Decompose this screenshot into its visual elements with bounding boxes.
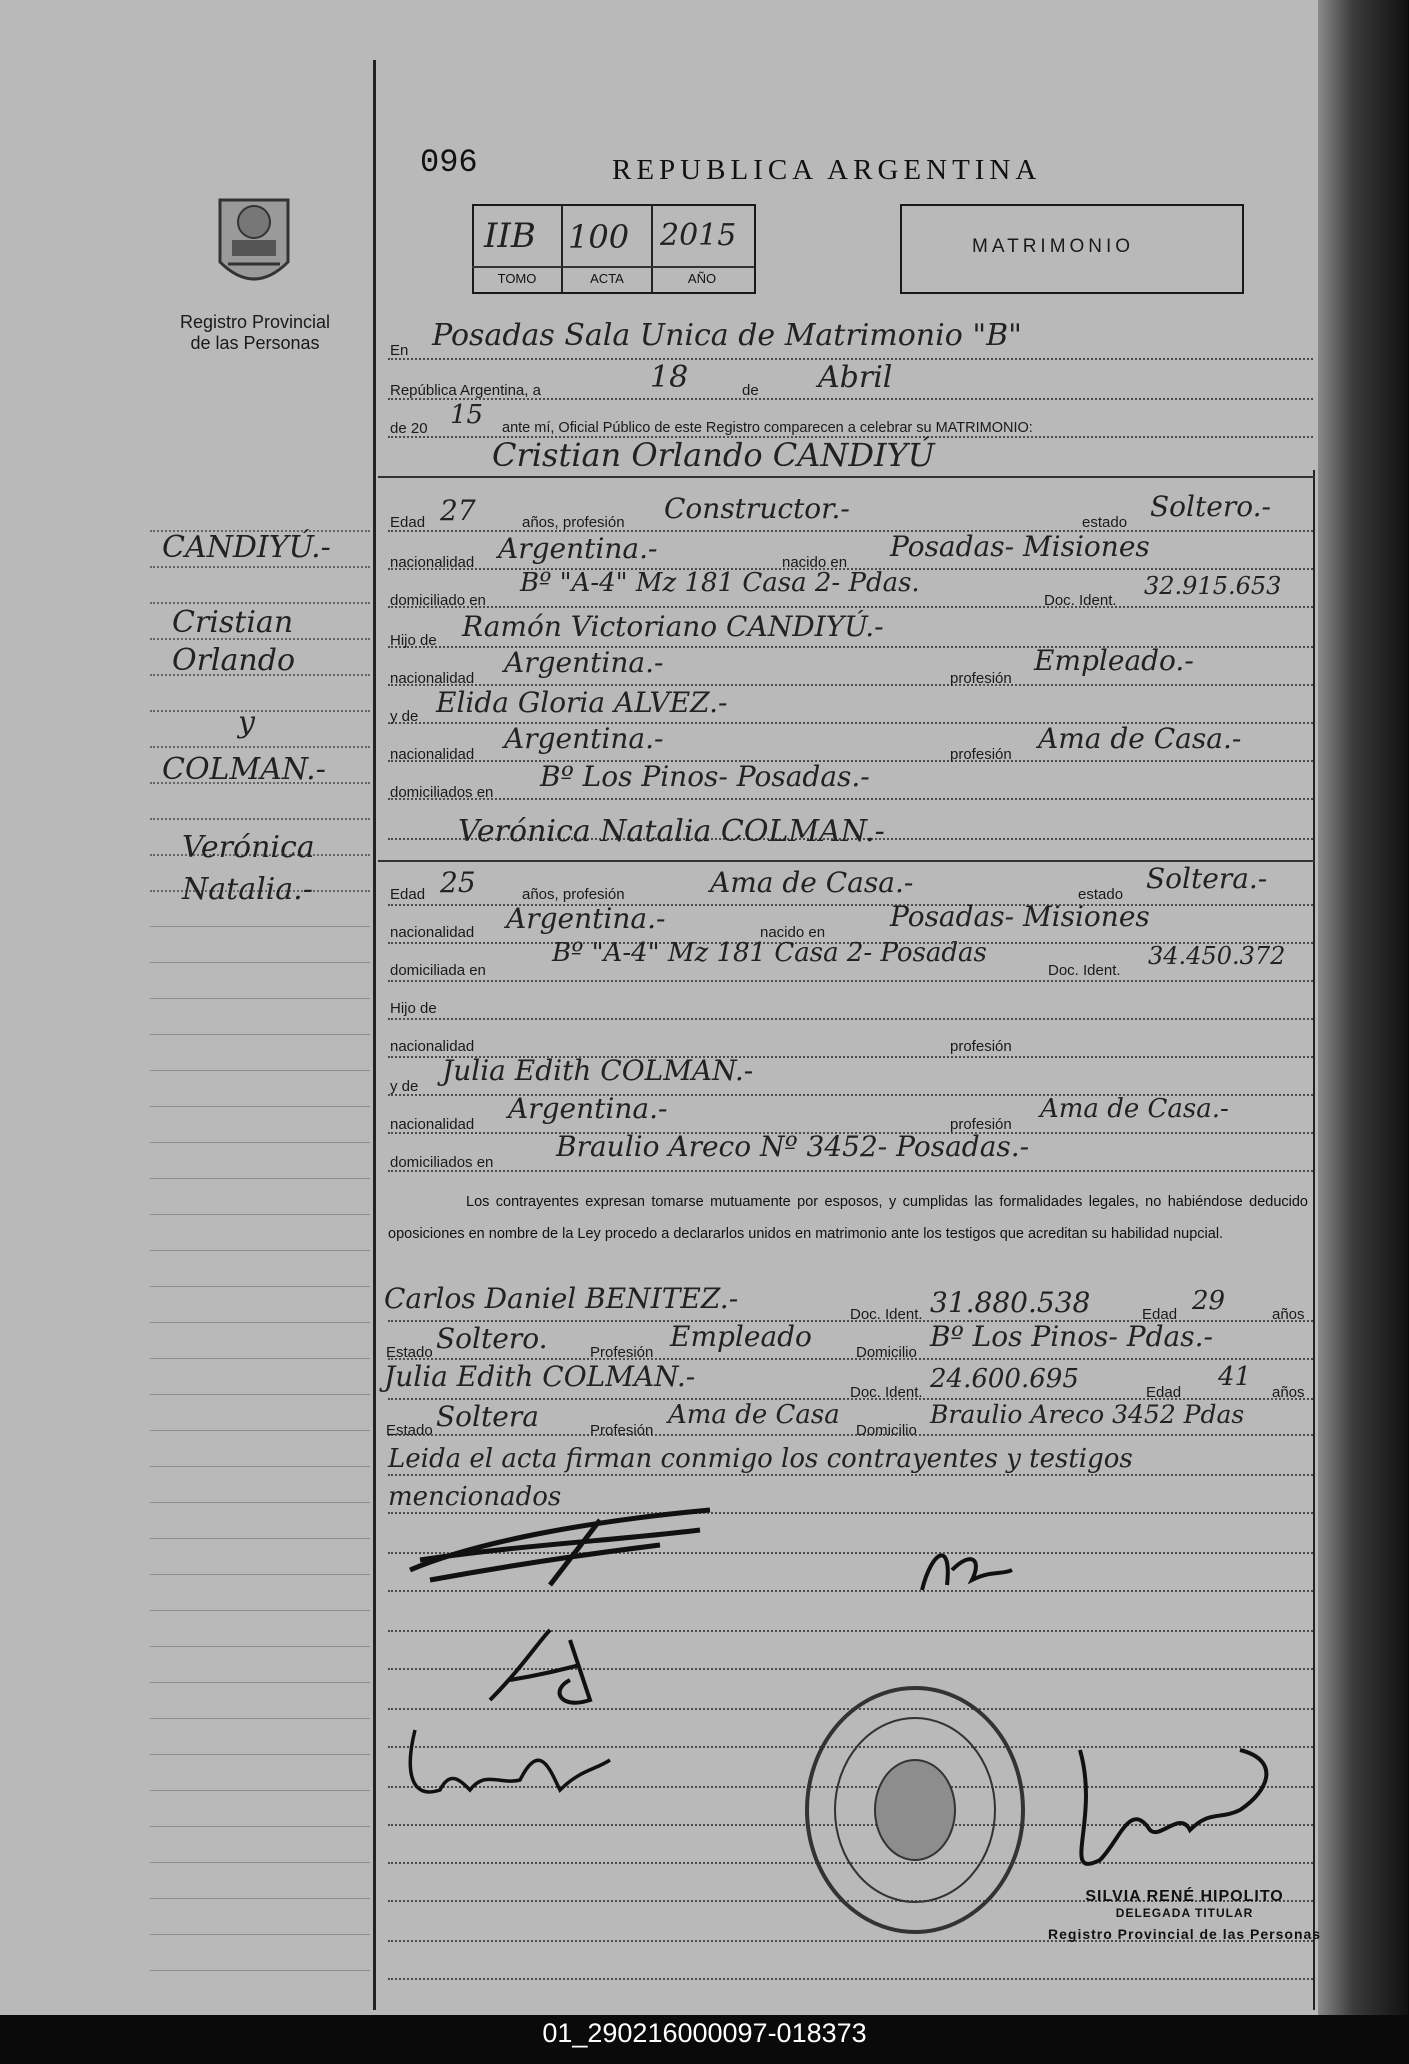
margin-ruled-line [150,1970,370,1971]
margin-ruled-line [150,1394,370,1395]
bride-signature-icon [480,1620,620,1720]
margin-ruled-line [150,1574,370,1575]
groom-madre-prof-label: profesión [950,746,1012,763]
margin-ruled-line [150,710,370,712]
bride-nacido-label: nacido en [760,924,826,941]
bride-dom-label: domiciliada en [390,962,486,979]
margin-name-bride-1: Verónica [182,830,315,865]
groom-profesion: Constructor.- [664,492,850,525]
groom-doc-label: Doc. Ident. [1044,592,1117,609]
bride-domicilio: Bº "A-4" Mz 181 Casa 2- Posadas [552,938,987,968]
witness2-doc-label: Doc. Ident. [850,1384,923,1401]
page-edge [1318,0,1408,2015]
groom-estado: Soltero.- [1150,490,1271,523]
record-number: 096 [420,144,478,181]
groom-anos-label: años, profesión [522,514,625,531]
witness2-edad: 41 [1218,1362,1252,1392]
groom-edad-label: Edad [390,514,426,531]
ruled-line [388,798,1313,800]
en-label: En [390,342,409,359]
bride-madre-nac-label: nacionalidad [390,1116,475,1133]
groom-nacionalidad: Argentina.- [498,532,658,565]
margin-ruled-line [150,1718,370,1719]
groom-padre-nac: Argentina.- [504,646,664,679]
witness1-profesion: Empleado [670,1320,812,1353]
year-prefix: de 20 [390,420,428,437]
official-block [1048,1888,1321,1942]
margin-ruled-line [150,1106,370,1107]
groom-madre: Elida Gloria ALVEZ.- [436,686,728,719]
box-divider [472,266,754,268]
groom-edad: 27 [440,494,476,527]
groom-padres-dom-label: domiciliados en [390,784,494,801]
groom-signature-icon [400,1500,730,1590]
tomo-value: IIB [484,216,536,256]
margin-ruled-line [150,1070,370,1071]
groom-nac-label: nacionalidad [390,554,475,571]
margin-ruled-line [150,1430,370,1431]
ruled-line [388,1978,1313,1980]
section-divider [378,476,1315,478]
groom-doc: 32.915.653 [1144,572,1282,600]
anio-value: 2015 [660,218,737,253]
ruled-line [388,606,1313,608]
margin-ruled-line [150,1286,370,1287]
margin-ruled-line [150,998,370,999]
margin-ruled-line [150,1898,370,1899]
bride-doc-label: Doc. Ident. [1048,962,1121,979]
bride-edad-label: Edad [390,886,426,903]
margin-ruled-line [150,1358,370,1359]
official-org: Registro Provincial de las Personas [1048,1926,1322,1942]
witness2-anos-label: años [1272,1384,1305,1401]
bride-edad: 25 [440,866,476,899]
margin-ruled-line [150,1322,370,1323]
bride-madre-prof-label: profesión [950,1116,1012,1133]
margin-ruled-line [150,1682,370,1683]
margin-ruled-line [150,1502,370,1503]
witness2-doc: 24.600.695 [930,1364,1079,1394]
margin-name-bride-2: Natalia.- [182,872,313,907]
ruled-line [388,1434,1313,1436]
margin-ruled-line [150,1862,370,1863]
acta-value: 100 [568,218,630,256]
groom-nacido-label: nacido en [782,554,848,571]
bride-madre-prof: Ama de Casa.- [1040,1094,1229,1124]
margin-ruled-line [150,1538,370,1539]
margin-ruled-line [150,1214,370,1215]
left-rule [373,60,376,2010]
acta-label: ACTA [590,271,624,286]
witness2-domicilio: Braulio Areco 3452 Pdas [930,1400,1245,1429]
groom-madre-nac-label: nacionalidad [390,746,475,763]
bride-estado-label: estado [1078,886,1124,903]
margin-ruled-line [150,1790,370,1791]
day: 18 [650,360,689,395]
groom-domicilio: Bº "A-4" Mz 181 Casa 2- Pdas. [520,568,920,598]
groom-hijo-label: Hijo de [390,632,437,649]
witness2-name: Julia Edith COLMAN.- [384,1360,696,1393]
witness1-signature-icon [912,1530,1022,1600]
margin-name-groom-2: Orlando [172,643,296,678]
witness1-domicilio: Bº Los Pinos- Pdas.- [930,1320,1213,1353]
ceremony-statement: Los contrayentes expresan tomarse mutuamente por esposos, y cumplidas las formalidades legales, no habiéndose deducido oposiciones en nombre de la Ley procedo a declararlos unidos en matrimonio ante los testigos que acreditan su habilidad nupcial. [388,1194,1308,1242]
witness2-profesion-label: Profesión [590,1422,654,1439]
groom-padres-dom: Bº Los Pinos- Posadas.- [540,760,870,793]
bride-nac-label: nacionalidad [390,924,475,941]
document-id: 01_290216000097-018373 [542,2018,867,2048]
margin-ruled-line [150,566,370,568]
margin-ruled-line [150,1646,370,1647]
ruled-line [388,1170,1313,1172]
bride-madre: Julia Edith COLMAN.- [442,1054,754,1087]
margin-ruled-line [150,1466,370,1467]
bride-madre-nac: Argentina.- [508,1092,668,1125]
margin-name-groom-1: Cristian [172,605,294,640]
witness2-profesion: Ama de Casa [668,1400,840,1430]
bride-estado: Soltera.- [1146,862,1268,895]
groom-name: Cristian Orlando CANDIYÚ [492,436,935,474]
bride-yde-label: y de [390,1078,419,1095]
margin-ruled-line [150,1250,370,1251]
bride-doc: 34.450.372 [1148,942,1286,970]
month: Abril [818,360,893,395]
margin-ruled-line [150,1178,370,1179]
groom-madre-prof: Ama de Casa.- [1038,722,1242,755]
country-title: REPUBLICA ARGENTINA [612,154,1042,186]
closing-text: Leida el acta firman conmigo los contrayentes y testigos mencionados [388,1444,1133,1512]
groom-padre-prof: Empleado.- [1034,644,1194,677]
witness1-estado-label: Estado [386,1344,433,1361]
groom-yde-label: y de [390,708,419,725]
de-label: de [742,382,759,399]
groom-dom-label: domiciliado en [390,592,486,609]
margin-ruled-line [150,962,370,963]
witness1-doc-label: Doc. Ident. [850,1306,923,1323]
tomo-label: TOMO [497,271,537,286]
bride-profesion: Ama de Casa.- [710,866,914,899]
bride-padre-nac-label: nacionalidad [390,1038,475,1055]
witness2-edad-label: Edad [1146,1384,1182,1401]
margin-ruled-line [150,746,370,748]
bride-hijo-label: Hijo de [390,1000,437,1017]
ruled-line [388,1018,1313,1020]
margin-surname-bride: COLMAN.- [162,752,326,787]
official-name: SILVIA RENÉ HIPOLITO [1085,1888,1284,1905]
witness1-edad-label: Edad [1142,1306,1178,1323]
misiones-coat-of-arms-icon [210,192,298,298]
ruled-line [388,1590,1313,1592]
ruled-line [388,980,1313,982]
registry-name: Registro Provincial de las Personas [179,312,331,353]
place: Posadas Sala Unica de Matrimonio "B" [432,318,1022,353]
witness1-name: Carlos Daniel BENITEZ.- [384,1282,739,1315]
republica-label: República Argentina, a [390,382,541,399]
witness1-anos-label: años [1272,1306,1305,1323]
witness2-signature-icon [400,1710,620,1820]
witness1-doc: 31.880.538 [930,1286,1091,1319]
witness1-edad: 29 [1192,1286,1226,1316]
witness1-profesion-label: Profesión [590,1344,654,1361]
margin-ruled-line [150,1754,370,1755]
bride-anos-label: años, profesión [522,886,625,903]
groom-nacido: Posadas- Misiones [890,530,1150,563]
official-role: DELEGADA TITULAR [1115,1906,1254,1920]
margin-ruled-line [150,1934,370,1935]
act-type: MATRIMONIO [972,236,1135,257]
witness2-domicilio-label: Domicilio [856,1422,917,1439]
margin-ruled-line [150,1034,370,1035]
margin-ruled-line [150,1610,370,1611]
witness2-estado-label: Estado [386,1422,433,1439]
bride-padres-dom-label: domiciliados en [390,1154,494,1171]
groom-padre-prof-label: profesión [950,670,1012,687]
margin-ruled-line [150,1826,370,1827]
witness1-domicilio-label: Domicilio [856,1344,917,1361]
groom-madre-nac: Argentina.- [504,722,664,755]
year-suffix: 15 [450,400,484,430]
margin-conjunction: y [238,705,255,740]
witness2-estado: Soltera [436,1400,539,1433]
intro-text: ante mí, Oficial Público de este Registro comparecen a celebrar su MATRIMONIO: [502,420,1033,436]
margin-ruled-line [150,818,370,820]
bride-nacido: Posadas- Misiones [890,900,1150,933]
margin-ruled-line [150,1142,370,1143]
official-signature-icon [1040,1720,1320,1890]
witness1-estado: Soltero. [436,1322,548,1355]
bride-padres-dom: Braulio Areco Nº 3452- Posadas.- [556,1130,1030,1163]
bride-nacionalidad: Argentina.- [506,902,666,935]
margin-surname-groom: CANDIYÚ.- [162,530,331,565]
anio-label: AÑO [687,271,717,286]
bride-name: Verónica Natalia COLMAN.- [458,814,885,849]
groom-padre: Ramón Victoriano CANDIYÚ.- [462,610,884,643]
groom-estado-label: estado [1082,514,1128,531]
registry-seal-icon [800,1680,1030,1940]
groom-padre-nac-label: nacionalidad [390,670,475,687]
margin-ruled-line [150,602,370,604]
bride-padre-prof-label: profesión [950,1038,1012,1055]
margin-ruled-line [150,926,370,927]
